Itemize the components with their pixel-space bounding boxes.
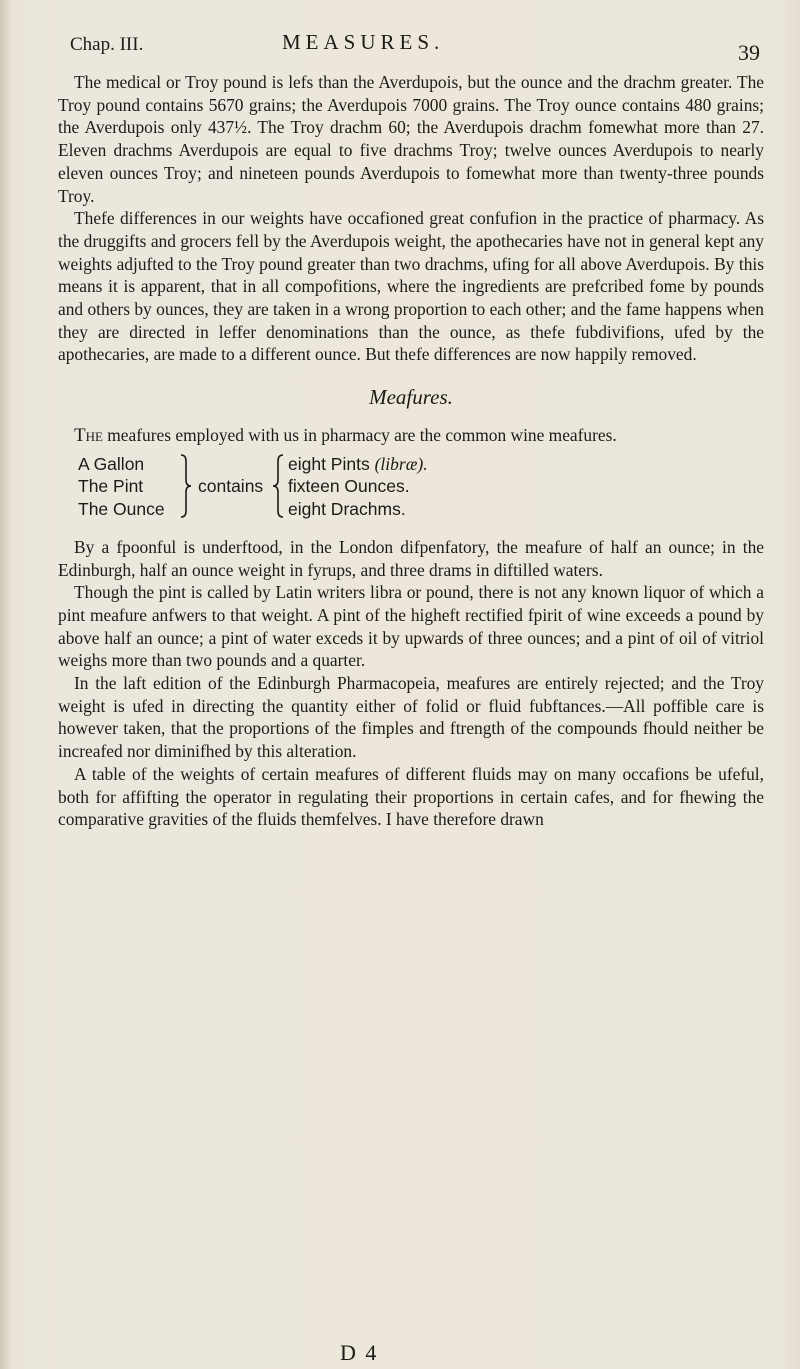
running-title: MEASURES. bbox=[282, 30, 445, 54]
body-text bbox=[58, 71, 764, 831]
page-number: 39 bbox=[738, 40, 760, 65]
measures-right-column bbox=[288, 453, 428, 521]
chapter-label: Chap. III. bbox=[70, 34, 144, 55]
intro-lead-word: The bbox=[74, 425, 103, 447]
paragraph-table-of-weights: A table of the weights of certain meafures of different fluids may on many occafions be ufeful, both for affifting the operator in regulating their proportions in certain cafes, and for fhewing the comparative gravities of the fluids themfelves. I have therefore drawn bbox=[58, 763, 764, 830]
measures-table bbox=[58, 453, 764, 527]
paragraph-spoonful: By a fpoonful is underftood, in the London difpenfatory, the meafure of half an ounce; in the Edinburgh, half an ounce weight in fyrups, and three drams in diftilled waters. bbox=[58, 536, 764, 580]
value-eight-pints-text: eight Pints bbox=[288, 453, 370, 474]
measure-pint: The Pint bbox=[78, 476, 144, 497]
paragraph-measures-intro bbox=[58, 424, 764, 448]
paragraph-edinburgh: In the laft edition of the Edinburgh Pharmacopeia, meafures are entirely rejected; and the Troy weight is ufed in directing the quantity either of folid or fluid fubftances.—All poffible care is however taken, that the proportions of the fimples and ftrength of the compounds fhould neither be increafed nor diminifhed by this alteration. bbox=[58, 673, 764, 762]
measure-ounce: The Ounce bbox=[78, 498, 165, 519]
measures-left-column bbox=[78, 453, 165, 521]
contains-label: contains bbox=[198, 475, 264, 496]
measure-gallon: A Gallon bbox=[78, 453, 145, 474]
left-brace-icon bbox=[272, 453, 284, 519]
value-eight-pints bbox=[288, 453, 428, 476]
paragraph-pint-libra: Though the pint is called by Latin writers libra or pound, there is not any known liquor of which a pint meafure anfwers to that weight. A pint of the higheft rectified fpirit of wine exceeds a pound by above half an ounce; a pint of water exceds it by upwards of three ounces; and a pint of oil of vitriol weighs more than two pounds and a quarter. bbox=[58, 582, 764, 671]
paragraph-troy-pound: The medical or Troy pound is lefs than the Averdupois, but the ounce and the drachm greater. The Troy pound contains 5670 grains; the Averdupois 7000 grains. The Troy ounce contains 480 grains; the Averdupois only 437½. The Troy drachm 60; the Averdupois drachm fomewhat more than 27. Eleven drachms Averdupois are equal to five drachms Troy; twelve ounces Averdupois to nearly eleven ounces Troy; and nineteen pounds Averdupois to fomewhat more than twenty-three pounds Troy. bbox=[58, 72, 764, 206]
section-heading: Meafures. bbox=[369, 385, 453, 410]
value-sixteen-ounces: fixteen Ounces. bbox=[288, 476, 410, 497]
value-eight-drachms: eight Drachms. bbox=[288, 498, 406, 519]
page-header bbox=[70, 30, 760, 66]
libra-note: (libræ). bbox=[374, 453, 428, 474]
right-brace-icon bbox=[180, 453, 192, 519]
paragraph-differences: Thefe differences in our weights have occafioned great confufion in the practice of pharmacy. As the druggifts and grocers fell by the Averdupois weight, the apothecaries have not in general kept any weights adjufted to the Troy pound greater than two drachms, ufing for all above Averdupois. By this means it is apparent, that in all compofitions, where the ingredients are prefcribed fome by pounds and others by ounces, they are taken in a wrong proportion to each other; and the fame happens when they are directed in leffer denominations than the ounce, as thefe fubdivifions, ufed by the apothecaries, are made to a different ounce. But thefe differences are now happily removed. bbox=[58, 208, 764, 365]
intro-rest: meafures employed with us in pharmacy are the common wine meafures. bbox=[102, 425, 617, 446]
signature-mark: D 4 bbox=[340, 1340, 379, 1365]
